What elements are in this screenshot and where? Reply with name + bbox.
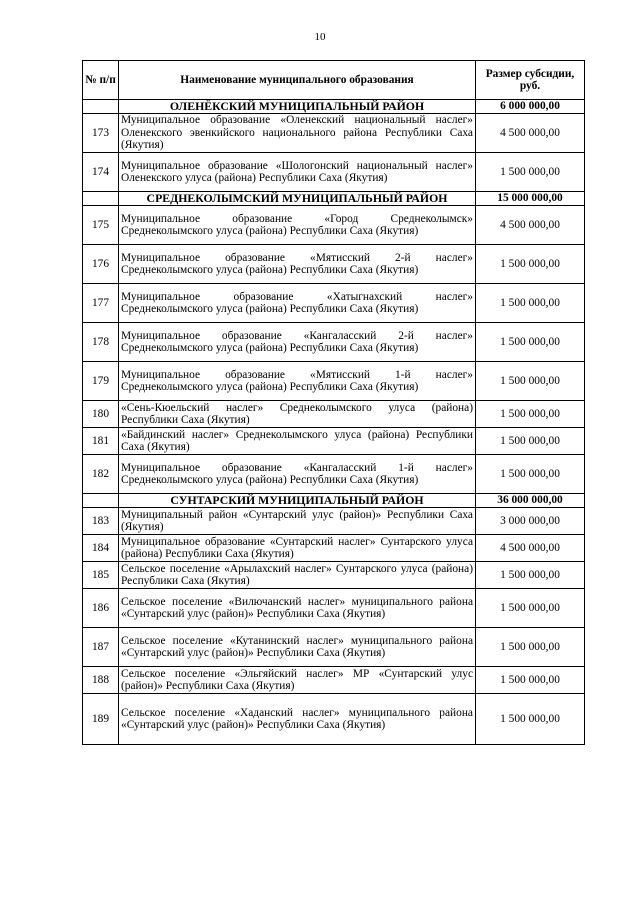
subsidy-amount: 1 500 000,00: [476, 245, 585, 284]
row-number: 183: [83, 508, 119, 535]
district-row: [83, 494, 585, 508]
table-row: [83, 362, 585, 401]
subsidy-amount: 1 500 000,00: [476, 153, 585, 192]
row-number: 188: [83, 667, 119, 694]
subsidy-table: [82, 60, 585, 745]
district-name: СРЕДНЕКОЛЫМСКИЙ МУНИЦИПАЛЬНЫЙ РАЙОН: [119, 192, 476, 206]
municipality-name: Муниципальное образование «Хатыгнахский наслег» Среднеколымского улуса (района) Республики Саха (Якутия): [119, 284, 476, 323]
table-row: [83, 206, 585, 245]
subsidy-amount: 1 500 000,00: [476, 455, 585, 494]
row-number: 181: [83, 428, 119, 455]
row-number: 182: [83, 455, 119, 494]
subsidy-amount: 1 500 000,00: [476, 562, 585, 589]
page-number: 10: [314, 31, 326, 43]
table-row: [83, 245, 585, 284]
subsidy-amount: 4 500 000,00: [476, 114, 585, 153]
municipality-name: Муниципальное образование «Оленекский национальный наслег» Оленекского эвенкийского национального района Республики Саха (Якутия): [119, 114, 476, 153]
table-row: [83, 667, 585, 694]
subsidy-amount: 1 500 000,00: [476, 362, 585, 401]
header-name: Наименование муниципального образования: [119, 61, 476, 100]
table-row: [83, 535, 585, 562]
row-number: 175: [83, 206, 119, 245]
header-num: № п/п: [83, 61, 119, 100]
table-row: [83, 284, 585, 323]
table-row: [83, 114, 585, 153]
district-row: [83, 192, 585, 206]
table-row: [83, 628, 585, 667]
municipality-name: Муниципальное образование «Мятисский 2-й наслег» Среднеколымского улуса (района) Республики Саха (Якутия): [119, 245, 476, 284]
district-name: СУНТАРСКИЙ МУНИЦИПАЛЬНЫЙ РАЙОН: [119, 494, 476, 508]
table-header-row: [83, 61, 585, 100]
municipality-name: Сельское поселение «Арылахский наслег» Сунтарского улуса (района) Республики Саха (Якутия): [119, 562, 476, 589]
municipality-name: Муниципальный район «Сунтарский улус (район)» Республики Саха (Якутия): [119, 508, 476, 535]
subsidy-amount: 1 500 000,00: [476, 284, 585, 323]
row-number: 187: [83, 628, 119, 667]
subsidy-amount: 4 500 000,00: [476, 535, 585, 562]
subsidy-amount: 1 500 000,00: [476, 323, 585, 362]
row-number: 173: [83, 114, 119, 153]
row-number: 186: [83, 589, 119, 628]
row-number: 185: [83, 562, 119, 589]
district-name: ОЛЕНЁКСКИЙ МУНИЦИПАЛЬНЫЙ РАЙОН: [119, 100, 476, 114]
municipality-name: Муниципальное образование «Город Среднеколымск» Среднеколымского улуса (района) Республики Саха (Якутия): [119, 206, 476, 245]
district-num-cell: [83, 100, 119, 114]
table-row: [83, 589, 585, 628]
row-number: 176: [83, 245, 119, 284]
row-number: 184: [83, 535, 119, 562]
subsidy-amount: 1 500 000,00: [476, 628, 585, 667]
subsidy-amount: 1 500 000,00: [476, 667, 585, 694]
municipality-name: Сельское поселение «Эльгяйский наслег» МР «Сунтарский улус (район)» Республики Саха (Якутия): [119, 667, 476, 694]
subsidy-amount: 1 500 000,00: [476, 589, 585, 628]
municipality-name: Муниципальное образование «Кангаласский 2-й наслег» Среднеколымского улуса (района) Республики Саха (Якутия): [119, 323, 476, 362]
table-body: [83, 100, 585, 745]
municipality-name: «Сень-Кюельский наслег» Среднеколымского улуса (района) Республики Саха (Якутия): [119, 401, 476, 428]
table-row: [83, 694, 585, 745]
table-row: [83, 508, 585, 535]
row-number: 174: [83, 153, 119, 192]
municipality-name: «Байдинский наслег» Среднеколымского улуса (района) Республики Саха (Якутия): [119, 428, 476, 455]
municipality-name: Муниципальное образование «Мятисский 1-й наслег» Среднеколымского улуса (района) Республики Саха (Якутия): [119, 362, 476, 401]
subsidy-amount: 1 500 000,00: [476, 694, 585, 745]
table-row: [83, 562, 585, 589]
table-row: [83, 401, 585, 428]
municipality-name: Сельское поселение «Кутанинский наслег» муниципального района «Сунтарский улус (район)» Республики Саха (Якутия): [119, 628, 476, 667]
table-row: [83, 153, 585, 192]
row-number: 189: [83, 694, 119, 745]
table-row: [83, 428, 585, 455]
district-total: 36 000 000,00: [476, 494, 585, 508]
district-num-cell: [83, 192, 119, 206]
municipality-name: Муниципальное образование «Шологонский национальный наслег» Оленекского улуса (района) Республики Саха (Якутия): [119, 153, 476, 192]
subsidy-amount: 4 500 000,00: [476, 206, 585, 245]
municipality-name: Муниципальное образование «Сунтарский наслег» Сунтарского улуса (района) Республики Саха (Якутия): [119, 535, 476, 562]
municipality-name: Сельское поселение «Хаданский наслег» муниципального района «Сунтарский улус (район)» Республики Саха (Якутия): [119, 694, 476, 745]
table-row: [83, 323, 585, 362]
row-number: 179: [83, 362, 119, 401]
municipality-name: Сельское поселение «Вилючанский наслег» муниципального района «Сунтарский улус (район)» Республики Саха (Якутия): [119, 589, 476, 628]
row-number: 178: [83, 323, 119, 362]
table-row: [83, 455, 585, 494]
subsidy-amount: 1 500 000,00: [476, 428, 585, 455]
subsidy-amount: 1 500 000,00: [476, 401, 585, 428]
municipality-name: Муниципальное образование «Кангаласский 1-й наслег» Среднеколымского улуса (района) Республики Саха (Якутия): [119, 455, 476, 494]
district-row: [83, 100, 585, 114]
subsidy-amount: 3 000 000,00: [476, 508, 585, 535]
district-total: 6 000 000,00: [476, 100, 585, 114]
district-total: 15 000 000,00: [476, 192, 585, 206]
header-amount: Размер субсидии, руб.: [476, 61, 585, 100]
district-num-cell: [83, 494, 119, 508]
row-number: 180: [83, 401, 119, 428]
row-number: 177: [83, 284, 119, 323]
